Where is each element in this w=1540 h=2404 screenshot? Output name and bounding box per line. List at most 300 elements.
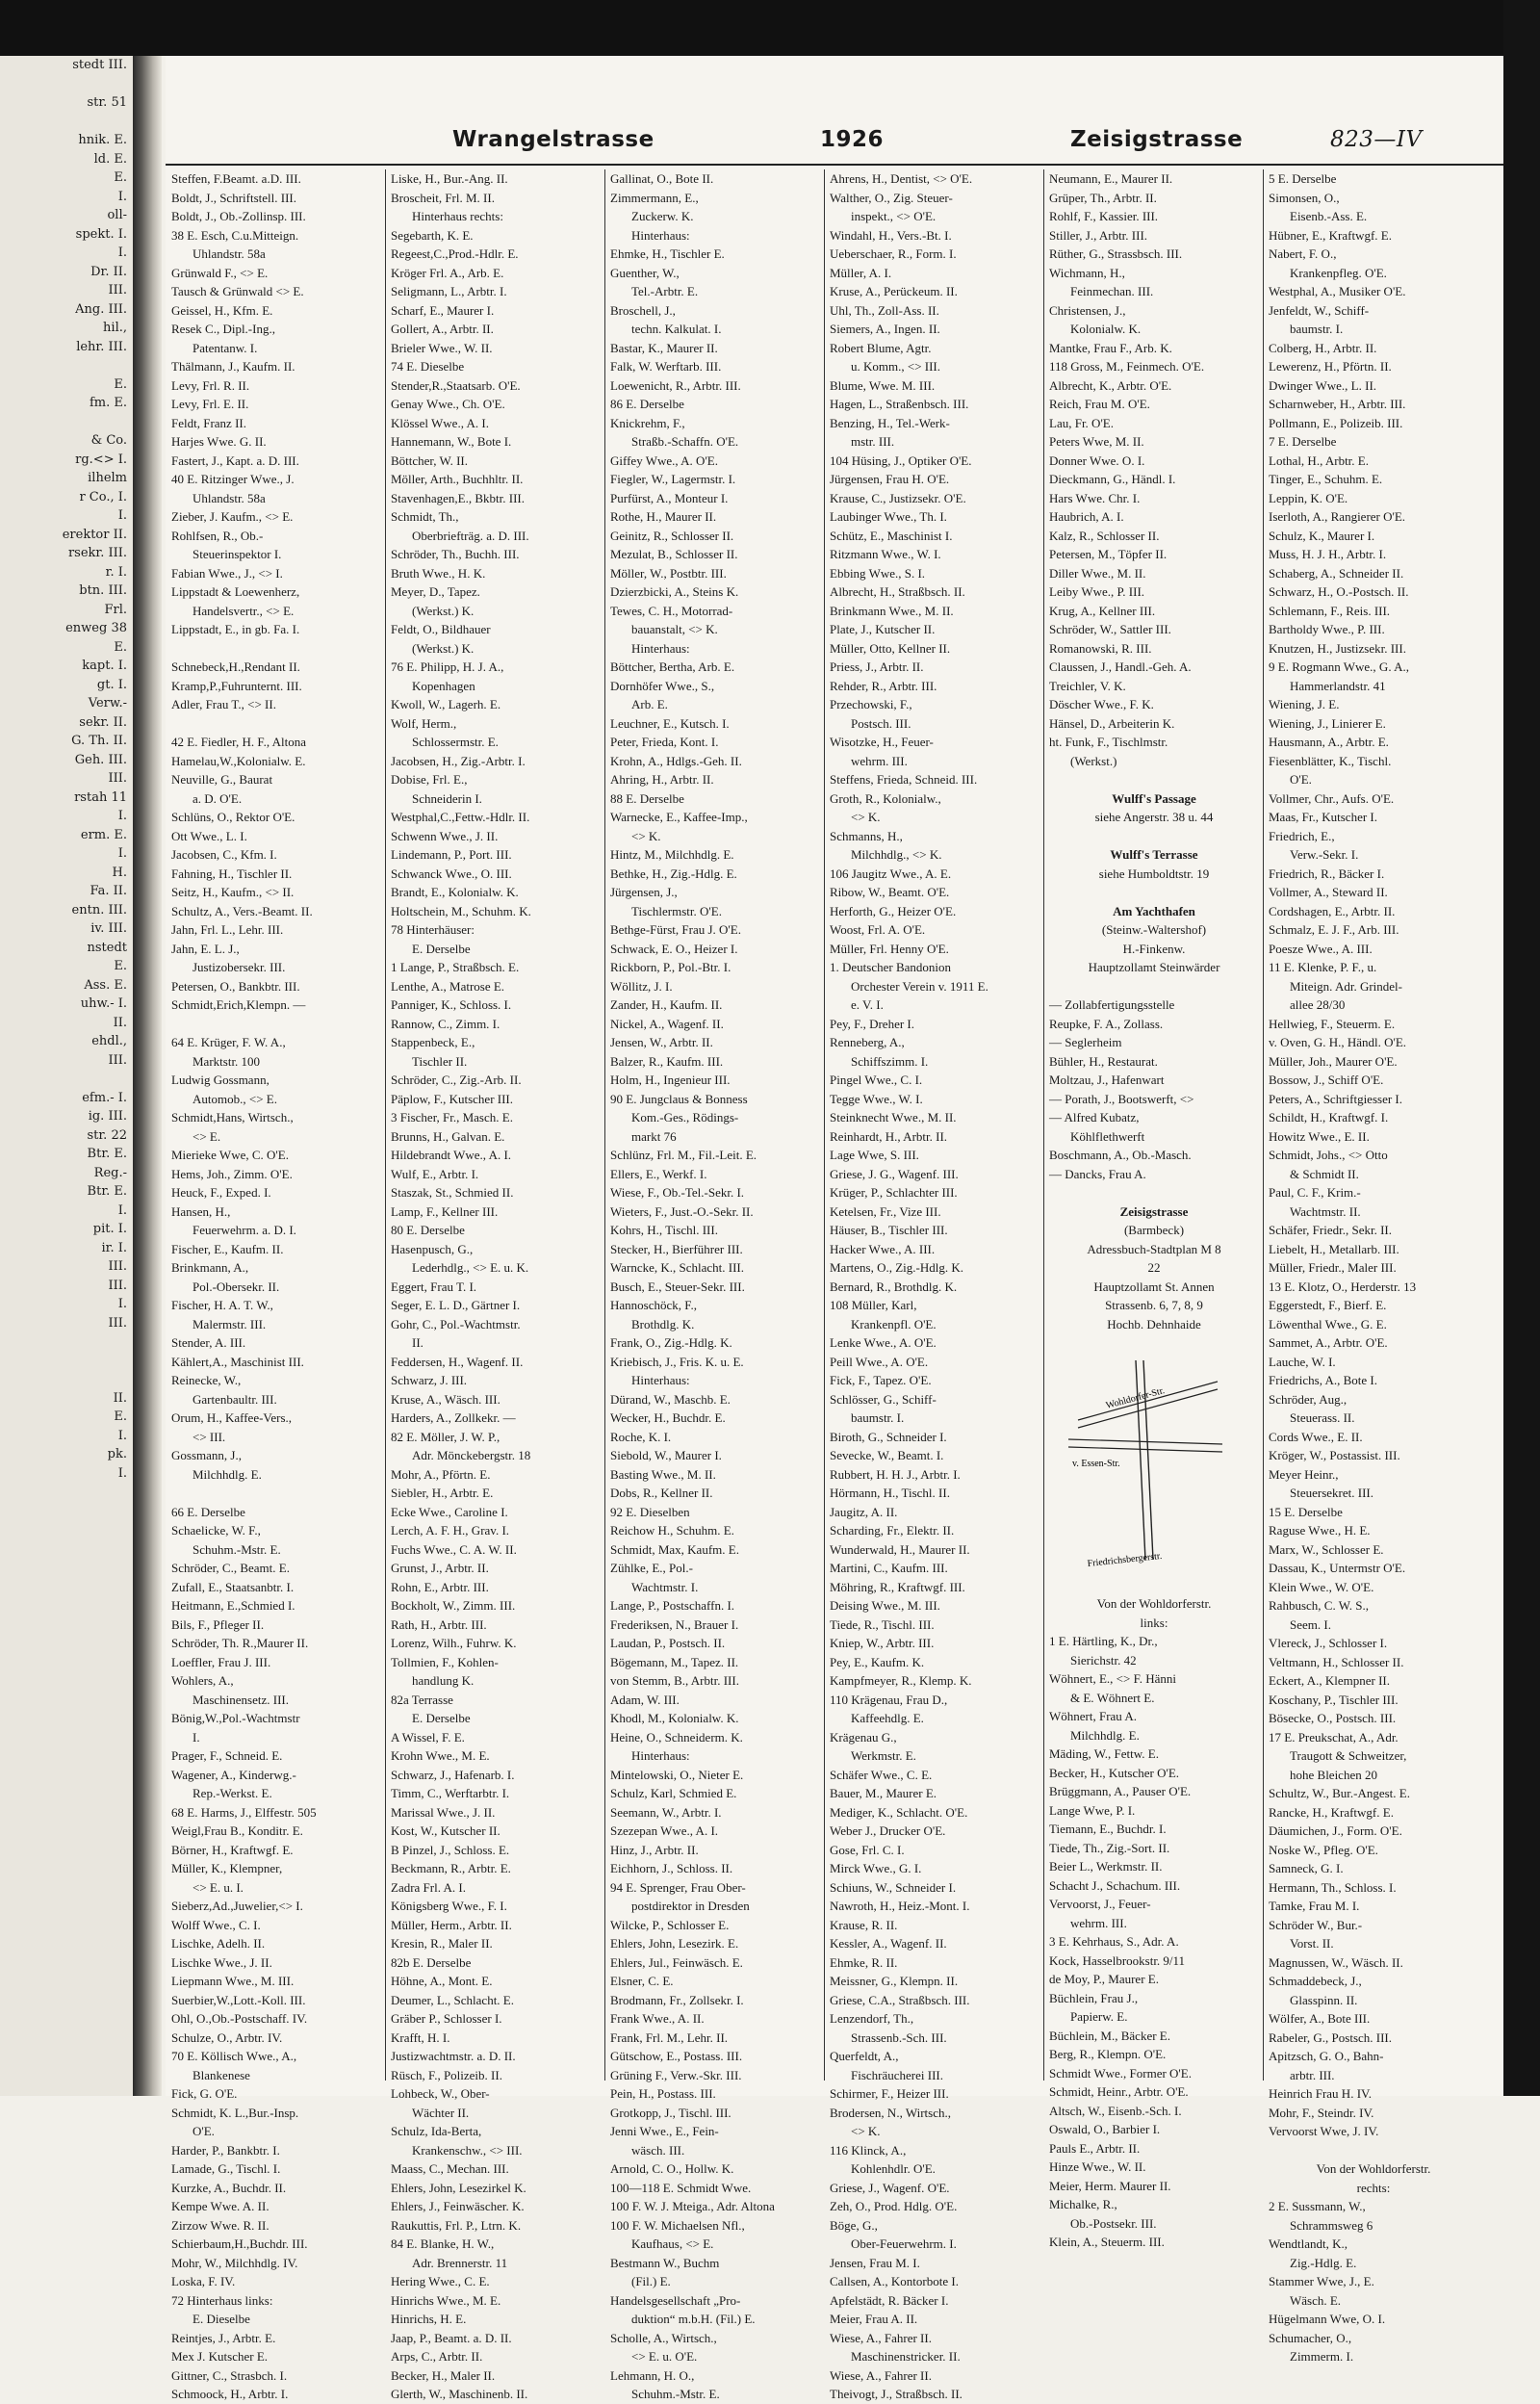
directory-entry: Adam, W. III. xyxy=(610,1692,680,1707)
directory-entry: inspekt., <> O'E. xyxy=(851,209,937,223)
directory-entry: Diller Wwe., M. II. xyxy=(1049,565,1146,581)
directory-entry: Becker, H., Kutscher O'E. xyxy=(1049,1765,1180,1780)
directory-entry: Pingel Wwe., C. I. xyxy=(830,1073,923,1087)
directory-entry: Brothdlg. K. xyxy=(631,1316,695,1331)
page-number: 823—IV xyxy=(1330,127,1423,152)
directory-entry: Milchhdlg. E. xyxy=(1070,1727,1140,1743)
directory-entry: Holtschein, M., Schuhm. K. xyxy=(391,903,531,918)
directory-entry: Schwarz, H., O.-Postsch. II. xyxy=(1269,584,1409,599)
directory-entry: Lischke, Adelh. II. xyxy=(171,1936,266,1951)
directory-entry: Von der Wohldorferstr. xyxy=(1096,1596,1212,1611)
directory-entry: Scholle, A., Wirtsch., xyxy=(610,2330,717,2345)
directory-entry: Klössel Wwe., A. I. xyxy=(391,415,489,430)
directory-entry: Schmidt, K. L.,Bur.-Insp. xyxy=(171,2105,299,2120)
directory-entry: techn. Kalkulat. I. xyxy=(631,322,722,336)
fragment-line: Reg.- xyxy=(93,1165,127,1180)
directory-entry: Schmidt,Erich,Klempn. — xyxy=(171,997,306,1012)
directory-entry: Neuville, G., Baurat xyxy=(171,772,273,787)
directory-entry: 72 Hinterhaus links: xyxy=(171,2292,273,2308)
directory-entry: Boschmann, A., Ob.-Masch. xyxy=(1049,1148,1192,1162)
directory-entry: Lamade, G., Tischl. I. xyxy=(171,2161,281,2176)
directory-entry: Ueberschaer, R., Form. I. xyxy=(830,246,957,261)
directory-entry: 82b E. Derselbe xyxy=(391,1954,472,1970)
directory-entry: Sierichstr. 42 xyxy=(1070,1652,1137,1667)
directory-entry: Adr. Brennerstr. 11 xyxy=(412,2255,508,2270)
directory-entry: Giffey Wwe., A. O'E. xyxy=(610,452,718,468)
directory-entry: Woost, Frl. A. O'E. xyxy=(830,922,926,937)
map-label-friedrichsberger: Friedrichsbergerstr. xyxy=(1087,1550,1163,1569)
directory-entry: Rothe, H., Maurer II. xyxy=(610,509,717,524)
directory-entry: Robert Blume, Agtr. xyxy=(830,340,932,355)
directory-entry: Wachtmstr. II. xyxy=(1290,1203,1361,1219)
directory-entry: Schirmer, F., Heizer III. xyxy=(830,2086,949,2101)
fragment-line: iv. III. xyxy=(90,921,127,936)
directory-entry: Möller, Arth., Buchhltr. II. xyxy=(391,472,524,486)
section-heading: Am Yachthafen xyxy=(1113,903,1195,918)
directory-entry: 9 E. Rogmann Wwe., G. A., xyxy=(1269,659,1409,674)
directory-entry: Sieberz,Ad.,Juwelier,<> I. xyxy=(171,1899,303,1913)
directory-entry: 104 Hüsing, J., Optiker O'E. xyxy=(830,452,972,468)
scanner-right-border xyxy=(1503,0,1540,2096)
directory-entry: Treichler, V. K. xyxy=(1049,678,1126,693)
directory-entry: Wäsch. E. xyxy=(1290,2292,1342,2308)
directory-entry: Wölfer, A., Bote III. xyxy=(1269,2011,1371,2026)
directory-entry: Grünwald F., <> E. xyxy=(171,265,269,280)
directory-entry: Wilcke, P., Schlosser E. xyxy=(610,1917,730,1932)
directory-entry: Zufall, E., Staatsanbtr. I. xyxy=(171,1579,295,1594)
directory-entry: Dzierzbicki, A., Steins K. xyxy=(610,584,739,599)
fragment-line: pk. xyxy=(107,1447,127,1461)
directory-entry: baumstr. I. xyxy=(851,1410,905,1425)
directory-entry: Elsner, C. E. xyxy=(610,1974,674,1988)
directory-entry: Pey, F., Dreher I. xyxy=(830,1016,915,1031)
directory-entry: Jacobsen, C., Kfm. I. xyxy=(171,847,277,862)
directory-entry: Simonsen, O., xyxy=(1269,190,1340,205)
directory-entry: Deising Wwe., M. III. xyxy=(830,1598,940,1613)
directory-entry: Milchhdlg., <> K. xyxy=(851,847,942,862)
directory-entry: Blankenese xyxy=(192,2067,250,2082)
directory-entry: Kramp,P.,Fuhrunternt. III. xyxy=(171,678,302,693)
directory-entry: Kruse, A., Perückeum. II. xyxy=(830,284,958,298)
directory-entry: Zig.-Hdlg. E. xyxy=(1290,2255,1357,2270)
directory-entry: Rannow, C., Zimm. I. xyxy=(391,1016,500,1031)
directory-entry: Renneberg, A., xyxy=(830,1035,905,1049)
fragment-line: E. xyxy=(114,1409,127,1424)
directory-entry: Traugott & Schweitzer, xyxy=(1290,1748,1407,1763)
directory-entry: Jenfeldt, W., Schiff- xyxy=(1269,302,1370,318)
directory-entry: Walther, O., Zig. Steuer- xyxy=(830,190,953,205)
directory-entry: Arb. E. xyxy=(631,697,668,711)
directory-entry: Siebler, H., Arbtr. E. xyxy=(391,1486,494,1500)
directory-entry: 22 xyxy=(1147,1260,1161,1275)
directory-entry: Feldt, Franz II. xyxy=(171,415,246,430)
directory-entry: Däumichen, J., Form. O'E. xyxy=(1269,1823,1402,1838)
directory-entry: 2 E. Sussmann, W., xyxy=(1269,2199,1366,2213)
fragment-line: ilhelm xyxy=(88,471,127,485)
directory-entry: Kurzke, A., Buchdr. II. xyxy=(171,2180,287,2195)
fragment-line: & Co. xyxy=(90,433,127,448)
directory-entry: 116 Klinck, A., xyxy=(830,2142,907,2158)
directory-entry: Gossmann, J., xyxy=(171,1448,242,1462)
directory-entry: Maass, C., Mechan. III. xyxy=(391,2161,509,2176)
directory-entry: Rubbert, H. H. J., Arbtr. I. xyxy=(830,1466,961,1482)
directory-entry: Krause, C., Justizsekr. O'E. xyxy=(830,490,966,505)
directory-entry: Wöhnert, Frau A. xyxy=(1049,1709,1137,1723)
directory-entry: Kwoll, W., Lagerh. E. xyxy=(391,697,501,711)
directory-entry: Bockholt, W., Zimm. III. xyxy=(391,1598,516,1613)
directory-entry: Hansen, H., xyxy=(171,1203,231,1219)
fragment-line: pit. I. xyxy=(92,1222,127,1236)
directory-entry: Zadra Frl. A. I. xyxy=(391,1879,466,1895)
directory-entry: Meyer Heinr., xyxy=(1269,1466,1339,1482)
directory-entry: Boldt, J., Schriftstell. III. xyxy=(171,190,296,205)
directory-entry: 3 Fischer, Fr., Masch. E. xyxy=(391,1110,513,1124)
directory-entry: postdirektor in Dresden xyxy=(631,1899,750,1913)
directory-entry: Vollmer, Chr., Aufs. O'E. xyxy=(1269,790,1395,806)
directory-entry: Griese, J., Wagenf. O'E. xyxy=(830,2180,950,2195)
directory-entry: Stecker, H., Bierführer III. xyxy=(610,1241,743,1256)
directory-entry: 108 Müller, Karl, xyxy=(830,1298,917,1312)
directory-entry: Staszak, St., Schmied II. xyxy=(391,1185,514,1200)
directory-entry: Steinknecht Wwe., M. II. xyxy=(830,1110,957,1124)
directory-entry: Vorst. II. xyxy=(1290,1936,1334,1951)
directory-entry: Lauche, W. I. xyxy=(1269,1354,1336,1369)
directory-entry: <> III. xyxy=(192,1429,226,1444)
directory-entry: <> K. xyxy=(851,810,881,824)
directory-entry: Zander, H., Kaufm. II. xyxy=(610,997,723,1012)
directory-entry: Wiese, A., Fahrer II. xyxy=(830,2330,932,2345)
directory-entry: Seemann, W., Arbtr. I. xyxy=(610,1804,722,1820)
fragment-line xyxy=(0,75,133,94)
header-rule xyxy=(166,164,1503,166)
directory-entry: Szezepan Wwe., A. I. xyxy=(610,1823,719,1838)
directory-entry: 15 E. Derselbe xyxy=(1269,1504,1343,1519)
directory-entry: 1 E. Härtling, K., Dr., xyxy=(1049,1634,1158,1648)
fragment-line: stedt III. xyxy=(72,58,127,72)
directory-entry: Hermann, Th., Schloss. I. xyxy=(1269,1879,1397,1895)
fragment-line: hnik. E. xyxy=(78,133,127,147)
directory-entry: 86 E. Derselbe xyxy=(610,397,684,411)
directory-entry: Dassau, K., Untermstr O'E. xyxy=(1269,1561,1406,1575)
directory-entry: Wolf, Herm., xyxy=(391,715,457,731)
directory-entry: 5 E. Derselbe xyxy=(1269,171,1337,186)
directory-entry: Mierieke Wwe, C. O'E. xyxy=(171,1148,289,1162)
directory-entry: Martens, O., Zig.-Hdlg. K. xyxy=(830,1260,964,1275)
fragment-line: Btr. E. xyxy=(87,1147,127,1161)
directory-entry: Dobs, R., Kellner II. xyxy=(610,1486,713,1500)
fragment-line: Geh. III. xyxy=(74,752,127,767)
directory-entry: Pollmann, E., Polizeib. III. xyxy=(1269,415,1403,430)
directory-entry: Orum, H., Kaffee-Vers., xyxy=(171,1410,293,1425)
directory-entry: Strassenb. 6, 7, 8, 9 xyxy=(1105,1298,1203,1312)
fragment-line: Ass. E. xyxy=(84,977,127,993)
directory-entry: Börner, H., Kraftwgf. E. xyxy=(171,1842,294,1857)
directory-entry: Fahning, H., Tischler II. xyxy=(171,866,293,881)
fragment-line: r Co., I. xyxy=(79,489,127,504)
directory-entry: Mediger, K., Schlacht. O'E. xyxy=(830,1804,968,1820)
directory-entry: Schulze, O., Arbtr. IV. xyxy=(171,2029,283,2045)
directory-entry: Reichow H., Schuhm. E. xyxy=(610,1523,734,1538)
directory-entry: (Werkst.) K. xyxy=(412,640,475,656)
directory-entry: Malermstr. III. xyxy=(192,1316,267,1331)
directory-entry: Hars Wwe. Chr. I. xyxy=(1049,490,1141,505)
directory-entry: Bethke, H., Zig.-Hdlg. E. xyxy=(610,866,737,881)
directory-entry: Schulz, Ida-Berta, xyxy=(391,2124,482,2138)
directory-entry: Ehlers, John, Lesezirkel K. xyxy=(391,2180,526,2195)
directory-entry: Becker, H., Maler II. xyxy=(391,2367,496,2383)
directory-entry: Deumer, L., Schlacht. E. xyxy=(391,1992,514,2007)
directory-entry: I. xyxy=(192,1729,200,1745)
directory-entry: Krohn, A., Hdlgs.-Geh. II. xyxy=(610,753,742,768)
directory-entry: Stappenbeck, E., xyxy=(391,1035,475,1049)
directory-entry: Orchester Verein v. 1911 E. xyxy=(851,978,988,994)
directory-entry: Ritzmann Wwe., W. I. xyxy=(830,547,941,561)
directory-entry: Mintelowski, O., Nieter E. xyxy=(610,1767,744,1782)
facing-page-fragment xyxy=(0,56,133,2096)
directory-entry: Hinterhaus: xyxy=(631,1748,690,1763)
directory-entry: Fischer, E., Kaufm. II. xyxy=(171,1241,284,1256)
directory-entry: Bernard, R., Brothdlg. K. xyxy=(830,1279,958,1294)
directory-entry: Ohl, O.,Ob.-Postschaff. IV. xyxy=(171,2011,308,2026)
fragment-line: ehdl., xyxy=(91,1034,127,1048)
directory-entry: Leuchner, E., Kutsch. I. xyxy=(610,715,730,731)
directory-entry: Nawroth, H., Heiz.-Mont. I. xyxy=(830,1899,970,1913)
directory-entry: Uhl, Th., Zoll-Ass. II. xyxy=(830,302,939,318)
directory-entry: Genay Wwe., Ch. O'E. xyxy=(391,397,505,411)
directory-entry: Gittner, C., Strasbch. I. xyxy=(171,2367,288,2383)
directory-entry: Veltmann, H., Schlosser II. xyxy=(1269,1654,1404,1669)
fragment-line: Fa. II. xyxy=(90,884,127,898)
directory-entry: allee 28/30 xyxy=(1290,997,1346,1012)
directory-entry: — Porath, J., Bootswerft, <> xyxy=(1049,1091,1194,1106)
directory-entry: Lehmann, H. O., xyxy=(610,2367,695,2383)
directory-entry: Dornhöfer Wwe., S., xyxy=(610,678,715,693)
directory-entry: Kriebisch, J., Fris. K. u. E. xyxy=(610,1354,744,1369)
directory-entry: Wöllitz, J. I. xyxy=(610,978,673,994)
directory-entry: 3 E. Kehrhaus, S., Adr. A. xyxy=(1049,1934,1179,1949)
directory-entry: Fischer, H. A. T. W., xyxy=(171,1298,273,1312)
directory-entry: Eisenb.-Ass. E. xyxy=(1290,209,1368,223)
directory-entry: Reinecke, W., xyxy=(171,1373,242,1387)
directory-entry: Heitmann, E.,Schmied I. xyxy=(171,1598,295,1613)
directory-entry: Mäding, W., Fettw. E. xyxy=(1049,1746,1159,1761)
directory-entry: Eichhorn, J., Schloss. II. xyxy=(610,1861,733,1875)
fragment-line: I. xyxy=(117,809,127,823)
directory-entry: 90 E. Jungclaus & Bonness xyxy=(610,1091,748,1106)
directory-entry: Busch, E., Steuer-Sekr. III. xyxy=(610,1279,745,1294)
directory-entry: (Werkst.) xyxy=(1070,753,1117,768)
directory-entry: Guenther, W., xyxy=(610,265,680,280)
directory-entry: Raukuttis, Frl. P., Ltrn. K. xyxy=(391,2217,522,2233)
directory-entry: rechts: xyxy=(1356,2180,1391,2195)
fragment-line: III. xyxy=(108,1315,127,1331)
directory-entry: Krohn Wwe., M. E. xyxy=(391,1748,490,1763)
fragment-line: erm. E. xyxy=(80,827,127,842)
directory-entry: Zieber, J. Kaufm., <> E. xyxy=(171,509,294,524)
directory-entry: 118 Gross, M., Feinmech. O'E. xyxy=(1049,359,1205,374)
directory-entry: Rohn, E., Arbtr. III. xyxy=(391,1579,489,1594)
directory-entry: Mohr, A., Pförtn. E. xyxy=(391,1466,491,1482)
directory-entry: Schmoock, H., Arbtr. I. xyxy=(171,2387,289,2401)
directory-entry: Hamelau,W.,Kolonialw. E. xyxy=(171,753,306,768)
directory-entry: Wagener, A., Kinderwg.- xyxy=(171,1767,296,1782)
directory-entry: Schwarz, J. III. xyxy=(391,1373,468,1387)
directory-entry: Lippstadt & Loewenherz, xyxy=(171,584,300,599)
directory-entry: links: xyxy=(1140,1615,1168,1630)
directory-entry: Ehlers, J., Feinwäscher. K. xyxy=(391,2199,525,2213)
directory-entry: Samneck, G. I. xyxy=(1269,1861,1344,1875)
directory-entry: Gräber P., Schlosser I. xyxy=(391,2011,502,2026)
directory-entry: Rep.-Werkst. E. xyxy=(192,1786,272,1800)
directory-entry: Kröger Frl. A., Arb. E. xyxy=(391,265,504,280)
directory-entry: Peter, Frieda, Kont. I. xyxy=(610,735,719,749)
directory-entry: Päplow, F., Kutscher III. xyxy=(391,1091,514,1106)
directory-entry: Schäfer Wwe., C. E. xyxy=(830,1767,933,1782)
directory-entry: Christensen, J., xyxy=(1049,302,1126,318)
directory-entry: Leppin, K. O'E. xyxy=(1269,490,1348,505)
directory-entry: Rüther, G., Strassbsch. III. xyxy=(1049,246,1183,261)
directory-entry xyxy=(171,639,381,659)
directory-entry: Altsch, W., Eisenb.-Sch. I. xyxy=(1049,2103,1182,2118)
directory-entry: Schwanck Wwe., O. III. xyxy=(391,866,512,881)
directory-entry xyxy=(171,1484,381,1503)
directory-entry: Tiede, Th., Zig.-Sort. II. xyxy=(1049,1840,1170,1855)
directory-entry xyxy=(171,1015,381,1034)
directory-entry: Knickrehm, F., xyxy=(610,415,685,430)
directory-entry: Kom.-Ges., Rödings- xyxy=(631,1110,739,1124)
fragment-line: III. xyxy=(108,283,127,297)
directory-entry: Möller, W., Postbtr. III. xyxy=(610,565,727,581)
directory-entry: Schmidt, Heinr., Arbtr. O'E. xyxy=(1049,2084,1189,2099)
directory-entry: Vervoorst, J., Feuer- xyxy=(1049,1897,1151,1911)
directory-entry: Schröder, C., Zig.-Arb. II. xyxy=(391,1073,522,1087)
directory-entry xyxy=(1269,2141,1478,2160)
fragment-line xyxy=(0,1352,133,1371)
directory-entry: Regeest,C.,Prod.-Hdlr. E. xyxy=(391,246,519,261)
directory-entry: 100 F. W. J. Mteiga., Adr. Altona xyxy=(610,2199,775,2213)
directory-entry: Frederiksen, N., Brauer I. xyxy=(610,1616,739,1632)
directory-entry: Loeffler, Frau J. III. xyxy=(171,1654,271,1669)
directory-entry: Mantke, Frau F., Arb. K. xyxy=(1049,340,1172,355)
directory-entry: Justizwachtmstr. a. D. II. xyxy=(391,2049,516,2063)
directory-entry: Büchlein, Frau J., xyxy=(1049,1990,1139,2005)
directory-entry: Jensen, W., Arbtr. II. xyxy=(610,1035,713,1049)
directory-entry: Gohr, C., Pol.-Wachtmstr. xyxy=(391,1316,521,1331)
directory-entry: Reintjes, J., Arbtr. E. xyxy=(171,2330,276,2345)
directory-entry: Löwenthal Wwe., G. E. xyxy=(1269,1316,1387,1331)
directory-entry: Hildebrandt Wwe., A. I. xyxy=(391,1148,512,1162)
directory-entry: Hinterhaus: xyxy=(631,640,690,656)
directory-entry: Hinrichs Wwe., M. E. xyxy=(391,2292,501,2308)
directory-entry: Kessler, A., Wagenf. II. xyxy=(830,1936,947,1951)
directory-entry: Frank, Frl. M., Lehr. II. xyxy=(610,2029,729,2045)
directory-entry: Kopenhagen xyxy=(412,678,475,693)
directory-entry: Lange, P., Postschaffn. I. xyxy=(610,1598,735,1613)
directory-entry: Magnussen, W., Wäsch. II. xyxy=(1269,1954,1403,1970)
directory-entry: Jacobsen, H., Zig.-Arbtr. I. xyxy=(391,753,526,768)
directory-entry: Knutzen, H., Justizsekr. III. xyxy=(1269,640,1406,656)
directory-entry: Schütz, E., Maschinist I. xyxy=(830,528,953,543)
year-label: 1926 xyxy=(820,127,885,152)
directory-entry: Glasspinn. II. xyxy=(1290,1992,1358,2007)
directory-entry: Fick, F., Tapez. O'E. xyxy=(830,1373,932,1387)
directory-entry: Jaugitz, A. II. xyxy=(830,1504,898,1519)
directory-entry: <> K. xyxy=(851,2124,881,2138)
directory-entry: Krüger, P., Schlachter III. xyxy=(830,1185,958,1200)
directory-entry: Poesze Wwe., A. III. xyxy=(1269,941,1373,956)
fragment-line: ig. III. xyxy=(88,1109,127,1124)
directory-entry: Jürgensen, J., xyxy=(610,885,678,899)
directory-entry: Tiemann, E., Buchdr. I. xyxy=(1049,1822,1167,1836)
scanner-top-border xyxy=(0,0,1540,56)
directory-entry: Kolonialw. K. xyxy=(1070,322,1142,336)
fragment-line xyxy=(0,1070,133,1089)
directory-entry: Schildt, H., Kraftwgf. I. xyxy=(1269,1110,1389,1124)
directory-entry: Khodl, M., Kolonialw. K. xyxy=(610,1711,739,1725)
directory-entry: A Wissel, F. E. xyxy=(391,1729,465,1745)
directory-entry: Hammerlandstr. 41 xyxy=(1290,678,1386,693)
directory-entry: Kählert,A., Maschinist III. xyxy=(171,1354,304,1369)
directory-entry: Heinrich Frau H. IV. xyxy=(1269,2086,1372,2101)
directory-entry: u. Komm., <> III. xyxy=(851,359,941,374)
fragment-line: sekr. II. xyxy=(79,714,127,730)
directory-entry: Laudan, P., Postsch. II. xyxy=(610,1636,726,1650)
directory-entry: Kampfmeyer, R., Klemp. K. xyxy=(830,1673,972,1688)
directory-entry: Schaberg, A., Schneider II. xyxy=(1269,565,1404,581)
directory-entry: Meissner, G., Klempn. II. xyxy=(830,1974,959,1988)
directory-entry: Dwinger Wwe., L. II. xyxy=(1269,377,1377,393)
directory-entry: Warnecke, E., Kaffee-Imp., xyxy=(610,810,748,824)
directory-entry: Brodmann, Fr., Zollsekr. I. xyxy=(610,1992,744,2007)
fragment-line xyxy=(0,413,133,432)
directory-entry: von Stemm, B., Arbtr. III. xyxy=(610,1673,739,1688)
directory-entry: 100—118 E. Schmidt Wwe. xyxy=(610,2180,752,2195)
directory-entry: Arps, C., Arbtr. II. xyxy=(391,2349,483,2364)
directory-entry: Scharding, Fr., Elektr. II. xyxy=(830,1523,955,1538)
directory-entry: Mirck Wwe., G. I. xyxy=(830,1861,922,1875)
directory-entry: Loska, F. IV. xyxy=(171,2274,236,2288)
directory-entry: II. xyxy=(412,1335,424,1350)
directory-entry: Steffen, F.Beamt. a.D. III. xyxy=(171,171,301,186)
directory-entry: Wecker, H., Buchdr. E. xyxy=(610,1410,726,1425)
directory-entry: Eggert, Frau T. I. xyxy=(391,1279,477,1294)
directory-entry: Schäfer, Friedr., Sekr. II. xyxy=(1269,1223,1393,1237)
directory-entry: wehrm. III. xyxy=(851,753,908,768)
directory-entry: Krankenpfleg. O'E. xyxy=(1290,265,1387,280)
fragment-line: E. xyxy=(114,639,127,655)
directory-entry: v. Oven, G. H., Händl. O'E. xyxy=(1269,1035,1407,1049)
directory-entry: Von der Wohldorferstr. xyxy=(1316,2161,1431,2176)
column-1 xyxy=(171,169,381,2401)
directory-entry: Hering Wwe., C. E. xyxy=(391,2274,490,2288)
fragment-line: I. xyxy=(117,1465,127,1481)
directory-entry: Rohlf, F., Kassier. III. xyxy=(1049,209,1159,223)
directory-entry: Schierbaum,H.,Buchdr. III. xyxy=(171,2236,308,2251)
directory-entry: Straßb.-Schaffn. O'E. xyxy=(631,434,739,449)
directory-entry: O'E. xyxy=(1290,772,1312,787)
directory-entry: Böttcher, Bertha, Arb. E. xyxy=(610,659,735,674)
directory-entry: Scharf, E., Maurer I. xyxy=(391,302,495,318)
directory-entry: Ahrens, H., Dentist, <> O'E. xyxy=(830,171,973,186)
directory-entry: Hems, Joh., Zimm. O'E. xyxy=(171,1166,293,1181)
directory-entry: Schlünz, Frl. M., Fil.-Leit. E. xyxy=(610,1148,757,1162)
directory-entry: Hügelmann Wwe, O. I. xyxy=(1269,2312,1386,2326)
directory-entry: Rahbusch, C. W. S., xyxy=(1269,1598,1370,1613)
directory-entry: E. Dieselbe xyxy=(192,2312,250,2326)
directory-entry: Fiesenblätter, K., Tischl. xyxy=(1269,753,1392,768)
fragment-line: Frl. xyxy=(104,602,127,617)
directory-entry: Brüggmann, A., Pauser O'E. xyxy=(1049,1784,1192,1798)
